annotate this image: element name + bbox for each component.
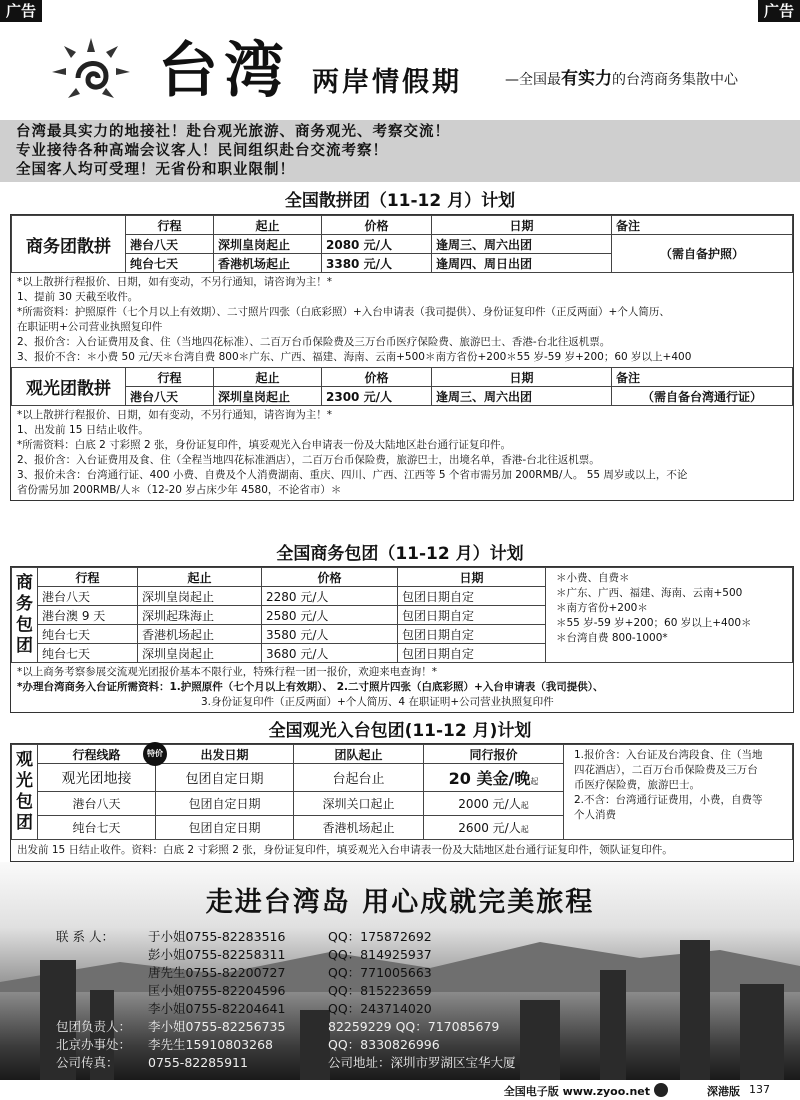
col-header: 价格 — [322, 368, 432, 387]
note-line: 2、报价含：入台证费用及食、住（全程当地四花标准酒店），二百万台币保险费，旅游巴士，出境名单，香港-台北往返机票。 — [17, 454, 600, 466]
intro-banner — [0, 120, 800, 182]
note-line: *以上散拼行程报价、日期，如有变动，不另行通知，请咨询为主！* — [17, 276, 332, 288]
note-line: 省份需另加 200RMB/人＊（12-20 岁占床少年 4580，不论省市）＊ — [17, 484, 342, 496]
package-notes — [11, 663, 793, 712]
table-cell: 纯台七天 — [38, 816, 156, 840]
table-cell: 2000 元/人起 — [424, 792, 564, 816]
table-cell: 深圳皇岗起止 — [138, 644, 262, 663]
ad-label: 广告 — [758, 0, 800, 22]
sightseeing-notes — [11, 406, 793, 500]
col-header: 行程线路 特价 — [38, 745, 156, 764]
table-cell: 2300 元/人 — [322, 387, 432, 406]
table-cell: 香港机场起止 — [294, 816, 424, 840]
page-footer — [0, 1080, 800, 1100]
table-cell: 包团日期自定 — [398, 644, 546, 663]
brand-title: 台湾 — [158, 36, 290, 106]
note-line: *以上散拼行程报价、日期，如有变动，不另行通知，请咨询为主！* — [17, 409, 332, 421]
table-cell: 3580 元/人 — [262, 625, 398, 644]
col-header: 行程 — [126, 216, 214, 235]
table-cell: 港台八天 — [38, 587, 138, 606]
brand-slogan: —全国最有实力的台湾商务集散中心 — [505, 69, 738, 89]
note-line: 3、报价未含：台湾通行证、400 小费、自费及个人消费湖南、重庆、四川、广西、江西等 5 个省市需另加 200RMB/人。 55 周岁或以上，不论 — [17, 469, 688, 481]
table-cell: 台起台止 — [294, 764, 424, 792]
table-cell: 20 美金/晚起 — [424, 764, 564, 792]
header — [0, 22, 800, 118]
table-cell: 3680 元/人 — [262, 644, 398, 663]
business-notes — [11, 273, 793, 367]
ad-label: 广告 — [0, 0, 42, 22]
table-cell: 深圳皇岗起止 — [138, 587, 262, 606]
page-number: 137 — [749, 1083, 770, 1096]
table-cell: 纯台七天 — [126, 254, 214, 273]
table-cell: 纯台七天 — [38, 625, 138, 644]
table-cell: 逢周三、周六出团 — [432, 387, 612, 406]
col-header: 价格 — [322, 216, 432, 235]
business-label: 商务团散拼 — [12, 216, 126, 273]
table-cell: 深圳皇岗起止 — [214, 387, 322, 406]
col-header: 团队起止 — [294, 745, 424, 764]
col-header: 备注 — [612, 216, 793, 235]
table-cell: 2580 元/人 — [262, 606, 398, 625]
note-line: 出发前 15 日结止收件。资料：白底 2 寸彩照 2 张，身份证复印件，填妥观光入台申请表一份及大陆地区赴台通行证复印件，领队证复印件。 — [17, 844, 673, 856]
col-header: 备注 — [612, 368, 793, 387]
section-title: 全国散拼团（11-12 月）计划 — [284, 191, 516, 211]
table-cell: 香港机场起止 — [214, 254, 322, 273]
slogan: 走进台湾岛 用心成就完美旅程 — [205, 887, 595, 918]
footer-edition-name: 深港版 — [707, 1085, 740, 1098]
table-cell: 包团日期自定 — [398, 625, 546, 644]
col-header: 起止 — [214, 216, 322, 235]
footer-edition: 全国电子版 www.zyoo.net — [503, 1085, 650, 1098]
table-cell: 深圳起珠海止 — [138, 606, 262, 625]
table-cell: 2280 元/人 — [262, 587, 398, 606]
brand-subtitle: 两岸情假期 — [312, 67, 462, 98]
sightseeing-label: 观光团散拼 — [12, 368, 126, 406]
col-header: 行程 — [126, 368, 214, 387]
note-line: 1、提前 30 天截至收件。 — [17, 291, 139, 303]
col-header: 同行报价 — [424, 745, 564, 764]
note-line: 3、报价不含：＊小费 50 元/天＊台湾自费 800＊广东、广西、福建、海南、云南+500＊南方省份+200＊55 岁-59 岁+200；60 岁以上+400 — [17, 351, 692, 363]
table-cell: 包团日期自定 — [398, 587, 546, 606]
section-title: 全国观光入台包团(11-12 月)计划 — [268, 721, 532, 741]
col-header: 日期 — [432, 216, 612, 235]
table-cell: 包团自定日期 — [156, 816, 294, 840]
banner-line: 台湾最具实力的地接社！赴台观光旅游、商务观光、考察交流！ — [16, 124, 450, 140]
note-line: *办理台湾商务入台证所需资料：1.护照原件（七个月以上有效期）、 2.二寸照片四张（白底彩照）+入台申请表（我司提供）、 — [17, 681, 604, 693]
note-line: *所需资料：白底 2 寸彩照 2 张，身份证复印件，填妥观光入台申请表一份及大陆地区赴台通行证复印件。 — [17, 439, 511, 451]
note-line: *所需资料：护照原件（七个月以上有效期）、二寸照片四张（白底彩照）+入台申请表（我司提供）、身份证复印件（正反两面）+个人简历、 — [17, 306, 670, 318]
note-line: 3.身份证复印件（正反两面）+个人简历、4 在职证明+公司营业执照复印件 — [201, 696, 554, 708]
section-title: 全国商务包团（11-12 月）计划 — [276, 544, 524, 564]
remarks-cell: 1.报价含：入台证及台湾段食、住（当地 四花酒店），二百万台币保险费及三万台 币医疗保险费，旅游巴士。 2.不含：台湾通行证费用，小费，自费等 个人消费 — [564, 745, 793, 840]
sightseeing-package-table — [10, 743, 794, 862]
sun-swirl-logo-icon — [48, 32, 134, 112]
note-line: 2、报价含：入台证费用及食、住（当地四花标准）、二百万台币保险费及三万台币医疗保险费、旅游巴士、香港-台北往返机票。 — [17, 336, 611, 348]
col-header: 日期 — [398, 568, 546, 587]
remark-cell: （需自备台湾通行证） — [612, 387, 793, 406]
special-price-badge: 特价 — [143, 742, 167, 766]
remark-cell: （需自备护照） — [612, 235, 793, 273]
banner-line: 专业接待各种高端会议客人！民间组织赴台交流考察！ — [16, 143, 388, 159]
extras-cell: ＊小费、自费＊ ＊广东、广西、福建、海南、云南+500 ＊南方省份+200＊ ＊55 岁-59 岁+200；60 岁以上+400＊ ＊台湾自费 800-1000* — [546, 568, 793, 663]
business-package-table — [10, 566, 794, 713]
table-cell: 逢周三、周六出团 — [432, 235, 612, 254]
col-header: 起止 — [214, 368, 322, 387]
table-cell: 港台八天 — [126, 387, 214, 406]
table-cell: 观光团地接 — [38, 764, 156, 792]
table-cell: 2600 元/人起 — [424, 816, 564, 840]
table-cell: 港台八天 — [126, 235, 214, 254]
table-cell: 包团自定日期 — [156, 792, 294, 816]
table-cell: 逢周四、周日出团 — [432, 254, 612, 273]
note-line: *以上商务考察参展交流观光团报价基本不限行业，特殊行程一团一报价，欢迎来电查询！* — [17, 666, 437, 678]
group-tour-table — [10, 214, 794, 501]
note-line: 1、出发前 15 日结止收件。 — [17, 424, 149, 436]
table-cell: 包团日期自定 — [398, 606, 546, 625]
business-table — [11, 215, 793, 273]
table-cell: 港台澳 9 天 — [38, 606, 138, 625]
banner-line: 全国客人均可受理！无省份和职业限制！ — [16, 162, 295, 178]
col-header: 出发日期 — [156, 745, 294, 764]
table-cell: 包团自定日期 — [156, 764, 294, 792]
side-label: 观 光 包 团 — [12, 745, 38, 840]
table-cell: 深圳皇岗起止 — [214, 235, 322, 254]
col-header: 日期 — [432, 368, 612, 387]
table-cell: 2080 元/人 — [322, 235, 432, 254]
edition-logo-icon — [654, 1083, 668, 1097]
col-header: 价格 — [262, 568, 398, 587]
table-cell: 香港机场起止 — [138, 625, 262, 644]
sightseeing-table — [11, 367, 793, 406]
col-header: 行程 — [38, 568, 138, 587]
note-line: 在职证明+公司营业执照复印件 — [17, 321, 163, 333]
side-label: 商 务 包 团 — [12, 568, 38, 663]
table-cell: 3380 元/人 — [322, 254, 432, 273]
table-cell: 深圳关口起止 — [294, 792, 424, 816]
table-cell: 港台八天 — [38, 792, 156, 816]
table-cell: 纯台七天 — [38, 644, 138, 663]
col-header: 起止 — [138, 568, 262, 587]
